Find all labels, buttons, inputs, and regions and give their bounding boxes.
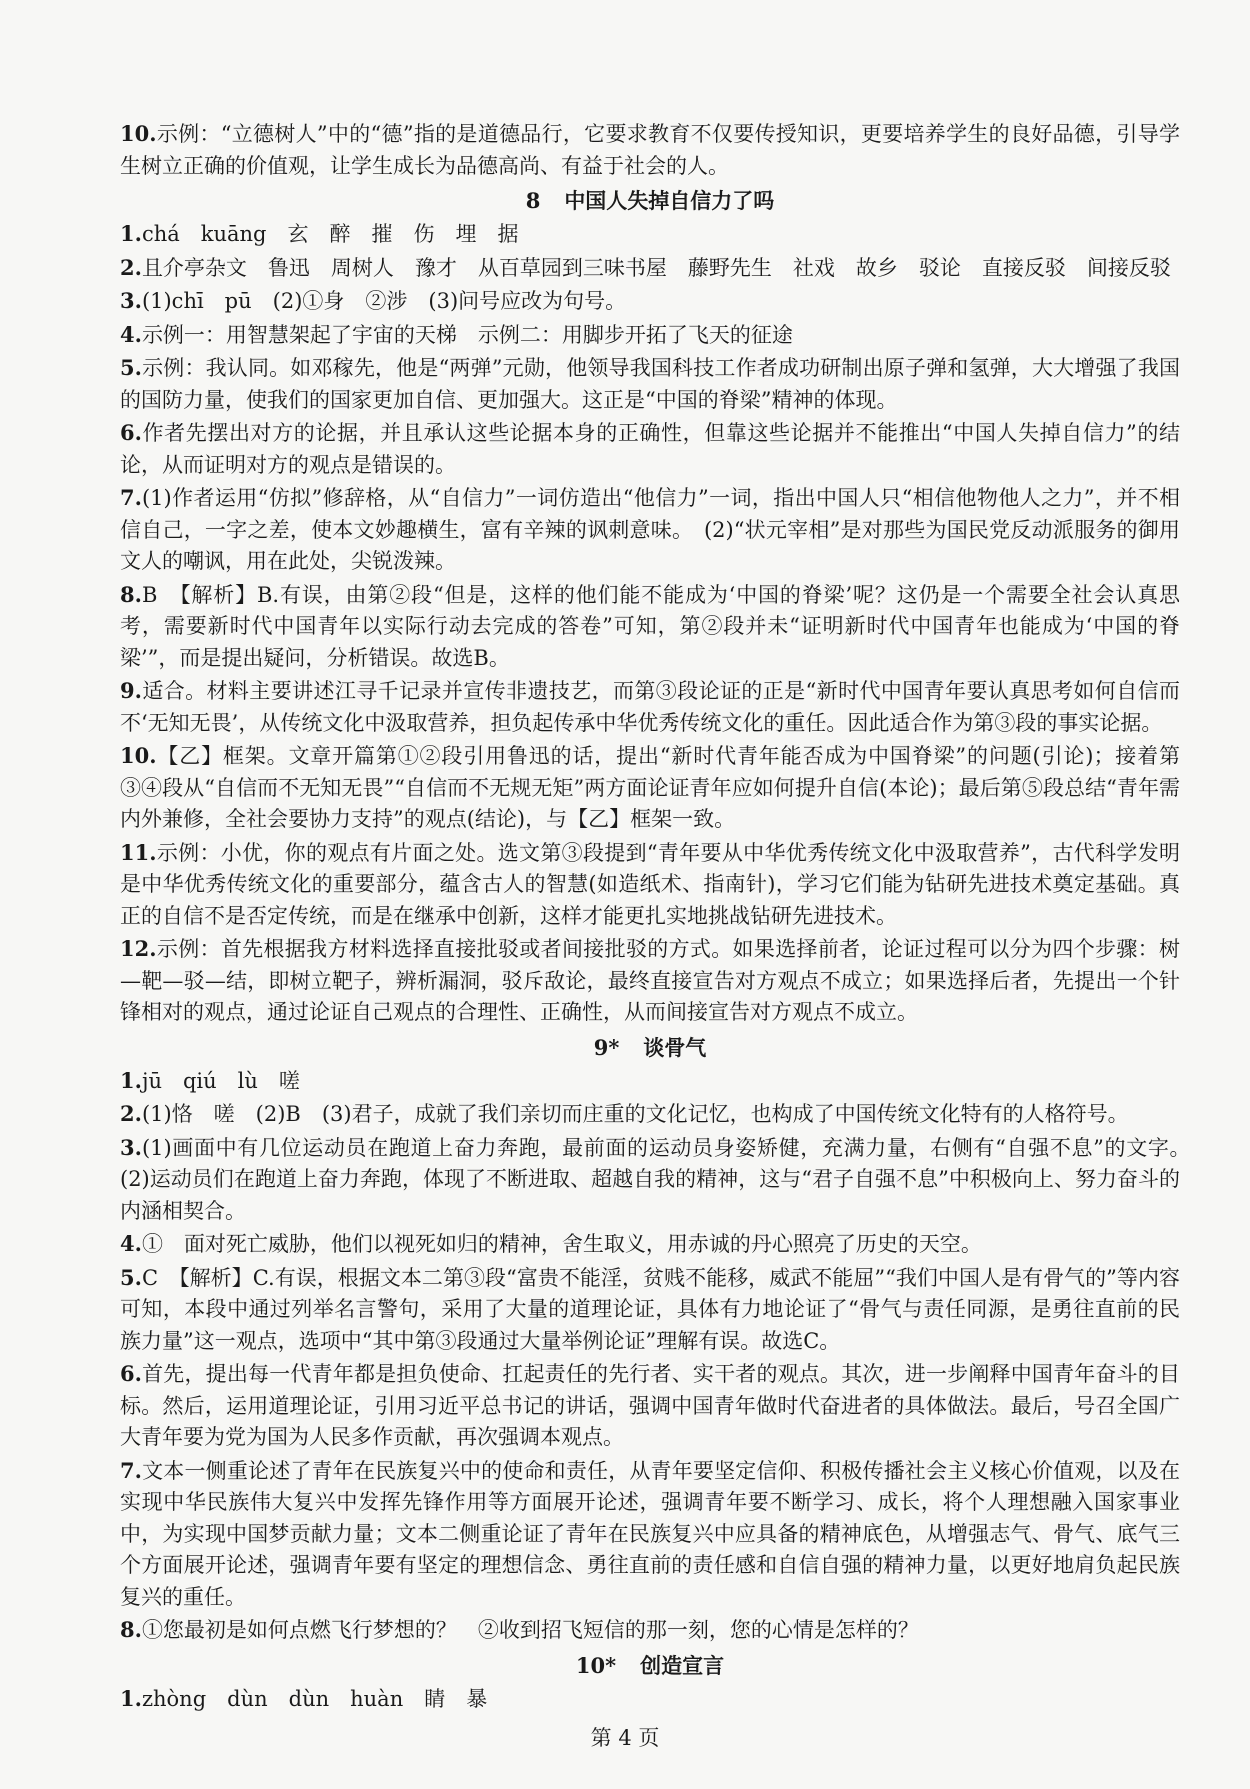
- answer-item: [120, 1683, 1180, 1716]
- answer-number: 6.: [120, 420, 142, 445]
- answer-number: 5.: [120, 1264, 142, 1290]
- answer-text: 文本一侧重论述了青年在民族复兴中的使命和责任，从青年要坚定信仰、积极传播社会主义核心价值观，以及在实现中华民族伟大复兴中发挥先锋作用等方面展开论述，强调青年要不断学习、成长，将个人理想融入国家事业中，为实现中国梦贡献力量；文本二侧重论证了青年在民族复兴中应具备的精神底色，从增强志气、骨气、底气三个方面展开论述，强调青年要有坚定的理想信念、勇往直前的责任感和自信自强的精神力量，以更好地肩负起民族复兴的重任。: [120, 1458, 1180, 1609]
- answer-number: 2.: [120, 1101, 142, 1126]
- answer-text: (1)作者运用“仿拟”修辞格，从“自信力”一词仿造出“他信力”一词，指出中国人只“相信他物他人之力”，并不相信自己，一字之差，使本文妙趣横生，富有辛辣的讽刺意味。 (2)“状元宰相”是对那些为国民党反动派服务的御用文人的嘲讽，用在此处，尖锐泼辣。: [120, 486, 1180, 573]
- answer-number: 11.: [120, 839, 157, 865]
- answer-text: (1)chī pū (2)①身 ②涉 (3)问号应改为句号。: [141, 289, 627, 313]
- answer-text: 示例：“立德树人”中的“德”指的是道德品行，它要求教育不仅要传授知识，更要培养学生的良好品德，引导学生树立正确的价值观，让学生成长为品德高尚、有益于社会的人。: [120, 122, 1180, 178]
- answer-item: [120, 1262, 1180, 1358]
- answer-text: ① 面对死亡威胁，他们以视死如归的精神，舍生取义，用赤诚的丹心照亮了历史的天空。: [141, 1232, 982, 1256]
- answer-number: 10.: [120, 743, 157, 768]
- answer-item: [120, 1455, 1180, 1614]
- answer-number: 4.: [120, 321, 142, 347]
- answer-text: 示例：首先根据我方材料选择直接批驳或者间接批驳的方式。如果选择前者，论证过程可以分为四个步骤：树—靶—驳—结，即树立靶子，辨析漏洞，驳斥敌论，最终直接宣告对方观点不成立；如果选择后者，先提出一个针锋相对的观点，通过论证自己观点的合理性、正确性，从而间接宣告对方观点不成立。: [120, 937, 1180, 1024]
- answer-item: [120, 1358, 1180, 1454]
- answer-text: 示例：我认同。如邓稼先，他是“两弹”元勋，他领导我国科技工作者成功研制出原子弹和氢弹，大大增强了我国的国防力量，使我们的国家更加自信、更加强大。这正是“中国的脊梁”精神的体现。: [120, 356, 1180, 412]
- page-number: 第 4 页: [590, 1726, 660, 1750]
- answer-number: 12.: [120, 936, 157, 961]
- section-number: 9*: [593, 1034, 620, 1060]
- answer-text: ①您最初是如何点燃飞行梦想的？ ②收到招飞短信的那一刻，您的心情是怎样的？: [141, 1618, 919, 1642]
- answer-text: 作者先摆出对方的论据，并且承认这些论据本身的正确性，但靠这些论据并不能推出“中国人失掉自信力”的结论，从而证明对方的观点是错误的。: [120, 421, 1180, 477]
- section-number: 8: [525, 188, 541, 213]
- answer-number: 9.: [120, 678, 142, 703]
- answer-item: [120, 285, 1180, 318]
- section-title: [120, 1649, 1180, 1683]
- answer-number: 1.: [120, 1067, 142, 1093]
- answer-text: jū qiú lù 嗟: [141, 1068, 300, 1093]
- answer-text: 【乙】框架。文章开篇第①②段引用鲁迅的话，提出“新时代青年能否成为中国脊梁”的问题(引论)；接着第③④段从“自信而不无知无畏”“自信而不无规无矩”两方面论证青年应如何提升自信(本论)；最后第⑤段总结“青年需内外兼修，全社会要协力支持”的观点(结论)，与【乙】框架一致。: [120, 744, 1180, 831]
- answer-number: 8.: [120, 581, 142, 607]
- section-title: [120, 184, 1180, 218]
- answer-item: [120, 218, 1180, 251]
- section-title-text: 中国人失掉自信力了吗: [564, 188, 775, 213]
- answer-number: 6.: [120, 1361, 142, 1386]
- answer-item: [120, 252, 1180, 285]
- answer-text: 示例一：用智慧架起了宇宙的天梯 示例二：用脚步开拓了飞天的征途: [141, 322, 793, 347]
- answer-text: B 【解析】B.有误，由第②段“但是，这样的他们能不能成为‘中国的脊梁’呢？这仍是一个需要全社会认真思考，需要新时代中国青年以实际行动去完成的答卷”可知，第②段并未“证明新时代中国青年也能成为‘中国的脊梁’”，而是提出疑问，分析错误。故选B。: [120, 582, 1180, 670]
- answer-item: [120, 1065, 1180, 1098]
- answer-item: [120, 1228, 1180, 1261]
- answer-item: [120, 1132, 1201, 1228]
- answer-text: 首先，提出每一代青年都是担负使命、扛起责任的先行者、实干者的观点。其次，进一步阐释中国青年奋斗的目标。然后，运用道理论证，引用习近平总书记的讲话，强调中国青年做时代奋进者的具体做法。最后，号召全国广大青年要为党为国为人民多作贡献，再次强调本观点。: [120, 1362, 1180, 1449]
- answer-text: C 【解析】C.有误，根据文本二第③段“富贵不能淫，贫贱不能移，威武不能屈”“我们中国人是有骨气的”等内容可知，本段中通过列举名言警句，采用了大量的道理论证，具体有力地论证了“骨气与责任同源，是勇往直前的民族力量”这一观点，选项中“其中第③段通过大量举例论证”理解有误。故选C。: [120, 1265, 1180, 1353]
- answer-item: [120, 579, 1180, 675]
- answer-text: (1)恪 嗟 (2)B (3)君子，成就了我们亲切而庄重的文化记忆，也构成了中国传统文化特有的人格符号。: [141, 1102, 1129, 1126]
- answer-number: 3.: [120, 1134, 142, 1160]
- answer-number: 7.: [120, 485, 142, 510]
- answer-text: chá kuāng 玄 醉 摧 伤 埋 据: [141, 222, 519, 246]
- answer-text: 适合。材料主要讲述江寻千记录并宣传非遗技艺，而第③段论证的正是“新时代中国青年要认真思考如何自信而不‘无知无畏’，从传统文化中汲取营养，担负起传承中华优秀传统文化的重任。因此适合作为第③段的事实论据。: [120, 679, 1180, 735]
- answer-item: [120, 1614, 1180, 1647]
- answer-item: [120, 352, 1180, 416]
- answer-number: 10.: [120, 121, 157, 146]
- answer-text: 示例：小优，你的观点有片面之处。选文第③段提到“青年要从中华优秀传统文化中汲取营养”，古代科学发明是中华优秀传统文化的重要部分，蕴含古人的智慧(如造纸术、指南针)，学习它们能为钻研先进技术奠定基础。真正的自信不是否定传统，而是在继承中创新，这样才能更扎实地挑战钻研先进技术。: [120, 840, 1180, 928]
- answer-number: 8.: [120, 1617, 142, 1642]
- answer-text: 且介亭杂文 鲁迅 周树人 豫才 从百草园到三味书屋 藤野先生 社戏 故乡 驳论 直接反驳 间接反驳: [141, 255, 1171, 280]
- answer-number: 1.: [120, 221, 142, 246]
- answer-item: [120, 482, 1180, 578]
- answer-number: 7.: [120, 1457, 142, 1483]
- answer-text: zhòng dùn dùn huàn 睛 暴: [141, 1686, 488, 1711]
- answer-item: [120, 1098, 1180, 1131]
- answer-item: [120, 740, 1180, 836]
- answer-text: (1)画面中有几位运动员在跑道上奋力奔跑，最前面的运动员身姿矫健，充满力量，右侧有“自强不息”的文字。 (2)运动员们在跑道上奋力奔跑，体现了不断进取、超越自我的精神，这与“君子自强不息”中积极向上、努力奋斗的内涵相契合。: [120, 1135, 1201, 1223]
- section-title-text: 创造宣言: [640, 1652, 725, 1678]
- answer-number: 4.: [120, 1231, 142, 1256]
- answer-item: [120, 319, 1180, 352]
- answer-item: [120, 933, 1180, 1029]
- answer-number: 5.: [120, 355, 142, 380]
- section-title-text: 谈骨气: [643, 1034, 707, 1060]
- answer-number: 2.: [120, 254, 142, 280]
- answer-item: [120, 417, 1180, 481]
- section-number: 10*: [575, 1652, 617, 1678]
- answer-item: [120, 118, 1180, 182]
- answer-item: [120, 675, 1180, 739]
- answer-number: 3.: [120, 288, 142, 313]
- section-title: [120, 1031, 1180, 1065]
- answer-content: [120, 118, 1201, 1715]
- answer-item: [120, 837, 1180, 933]
- answer-number: 1.: [120, 1685, 142, 1711]
